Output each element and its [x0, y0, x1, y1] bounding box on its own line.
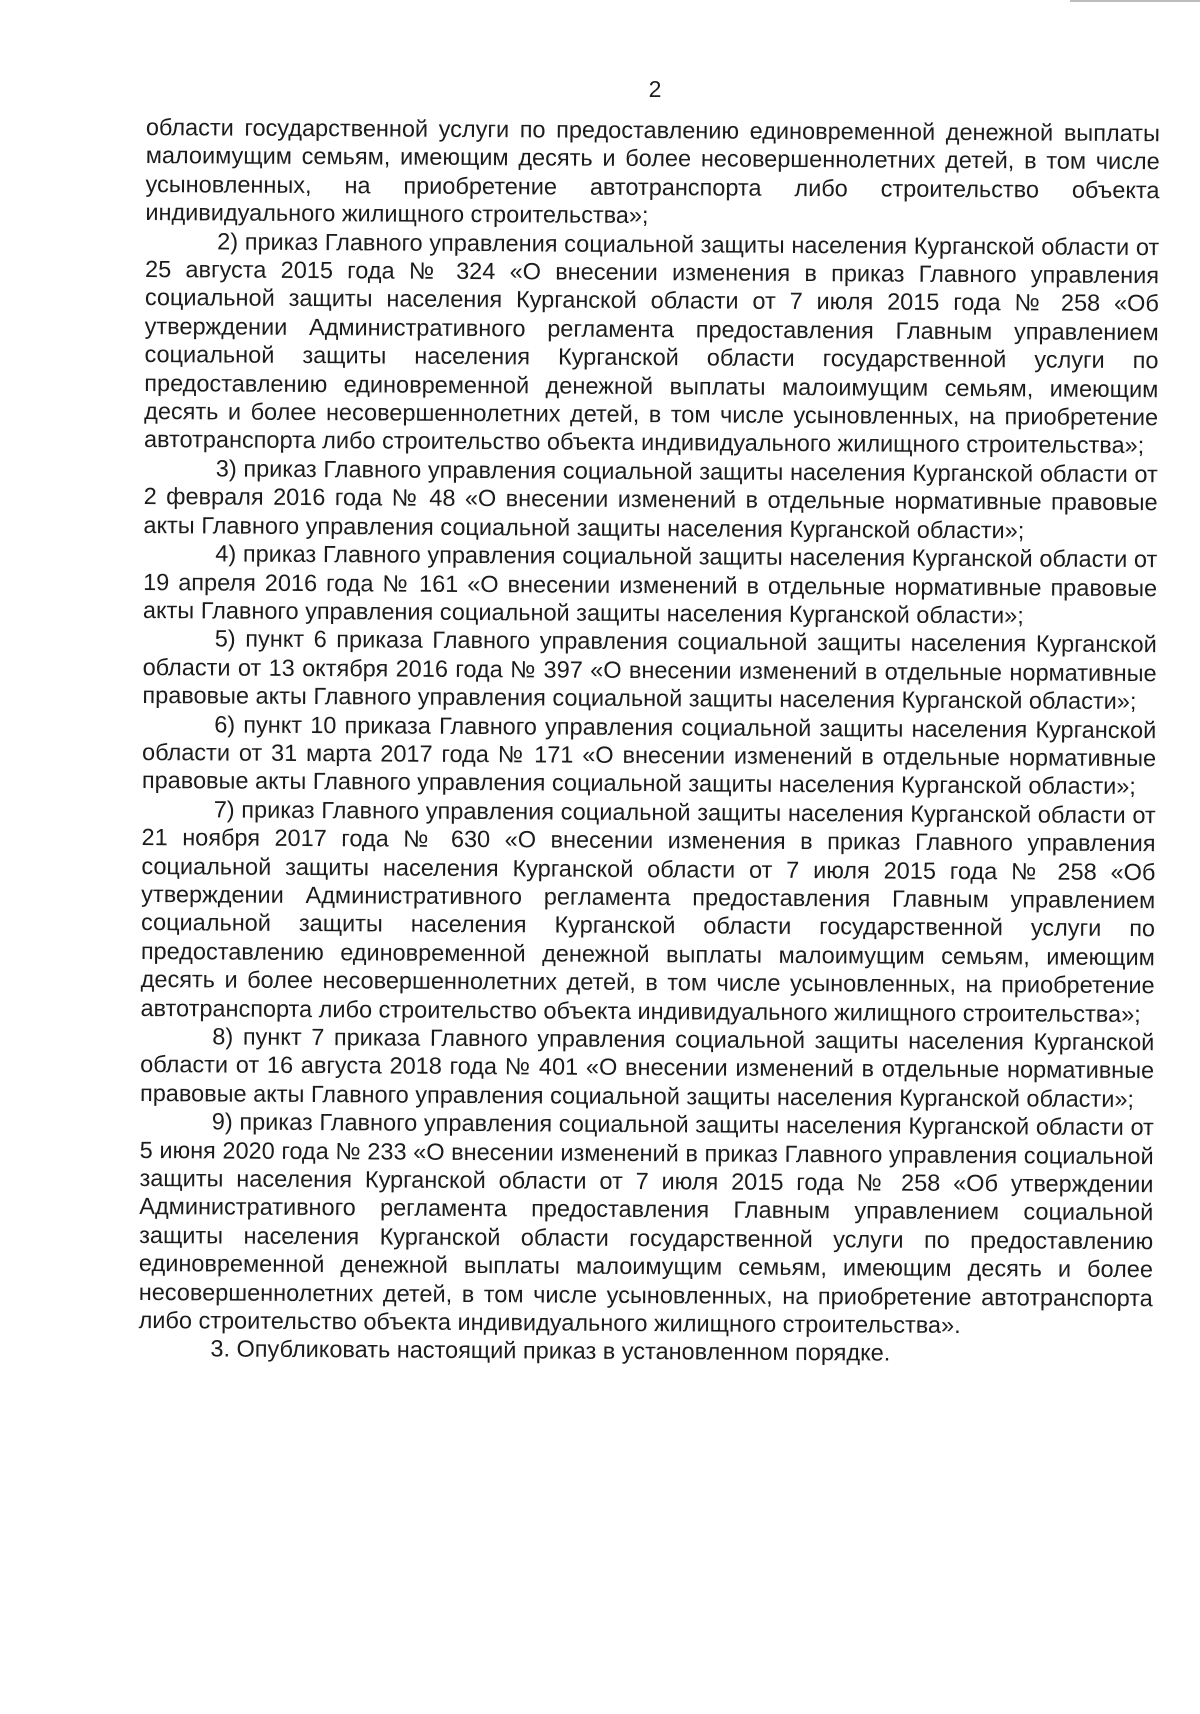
scan-edge-mark [1070, 0, 1200, 2]
document-body [138, 113, 1160, 1369]
list-item-5: 5) пункт 6 приказа Главного управления социальной защиты населения Курганской области от 13 октября 2016 года № 397 «О внесении изменений в отдельные нормативные правовые акты Главного управления социальной защиты населения Курганской области»; [142, 625, 1157, 715]
list-item-2: 2) приказ Главного управления социальной защиты населения Курганской области от 25 августа 2015 года № 324 «О внесении изменения в приказ Главного управления социальной защиты населения Курганской области от 7 июля 2015 года № 258 «Об утверждении Административного регламента предоставления Главным управлением социальной защиты населения Курганской области государственной услуги по предоставлению единовременной денежной выплаты малоимущим семьям, имеющим десять и более несовершеннолетних детей, в том числе усыновленных, на приобретение автотранспорта либо строительство объекта индивидуального жилищного строительства»; [143, 228, 1160, 459]
section-3-publish: 3. Опубликовать настоящий приказ в установленном порядке. [210, 1335, 891, 1367]
list-item-4: 4) приказ Главного управления социальной защиты населения Курганской области от 19 апреля 2016 года № 161 «О внесении изменений в отдельные нормативные правовые акты Главного управления социальной защиты населения Курганской области»; [142, 540, 1158, 629]
page-number: 2 [648, 76, 662, 102]
list-item-7: 7) приказ Главного управления социальной защиты населения Курганской области от 21 ноября 2017 года № 630 «О внесении изменения в приказ Главного управления социальной защиты населения Курганской области от 7 июля 2015 года № 258 «Об утверждении Административного регламента предоставления Главным управлением социальной защиты населения Курганской области государственной услуги по предоставлению единовременной денежной выплаты малоимущим семьям, имеющим десять и более несовершеннолетних детей, в том числе усыновленных, на приобретение автотранспорта либо строительство объекта индивидуального жилищного строительства»; [140, 796, 1156, 1027]
list-item-6: 6) пункт 10 приказа Главного управления социальной защиты населения Курганской области от 31 марта 2017 года № 171 «О внесении изменений в отдельные нормативные правовые акты Главного управления социальной защиты населения Курганской области»; [141, 710, 1157, 800]
list-item-9: 9) приказ Главного управления социальной защиты населения Курганской области от 5 июня 2020 года № 233 «О внесении изменений в приказ Главного управления социальной защиты населения Курганской области от 7 июля 2015 года № 258 «Об утверждении Административного регламента предоставления Главным управлением социальной защиты населения Курганской области государственной услуги по предоставлению единовременной денежной выплаты малоимущим семьям, имеющим десять и более несовершеннолетних детей, в том числе усыновленных, на приобретение автотранспорта либо строительство объекта индивидуального жилищного строительства». [138, 1108, 1154, 1339]
list-item-8: 8) пункт 7 приказа Главного управления социальной защиты населения Курганской области от 16 августа 2018 года № 401 «О внесении изменений в отдельные нормативные правовые акты Главного управления социальной защиты населения Курганской области»; [139, 1023, 1155, 1112]
list-item-3: 3) приказ Главного управления социальной защиты населения Курганской области от 2 февраля 2016 года № 48 «О внесении изменений в отдельные нормативные правовые акты Главного управления социальной защиты населения Курганской области»; [143, 455, 1158, 544]
paragraph-continuation: области государственной услуги по предоставлению единовременной денежной выплаты малоимущим семьям, имеющим десять и более несовершеннолетних детей, в том числе усыновленных, на приобретение автотранспорта либо строительство объекта индивидуального жилищного строительства»; [145, 113, 1160, 229]
